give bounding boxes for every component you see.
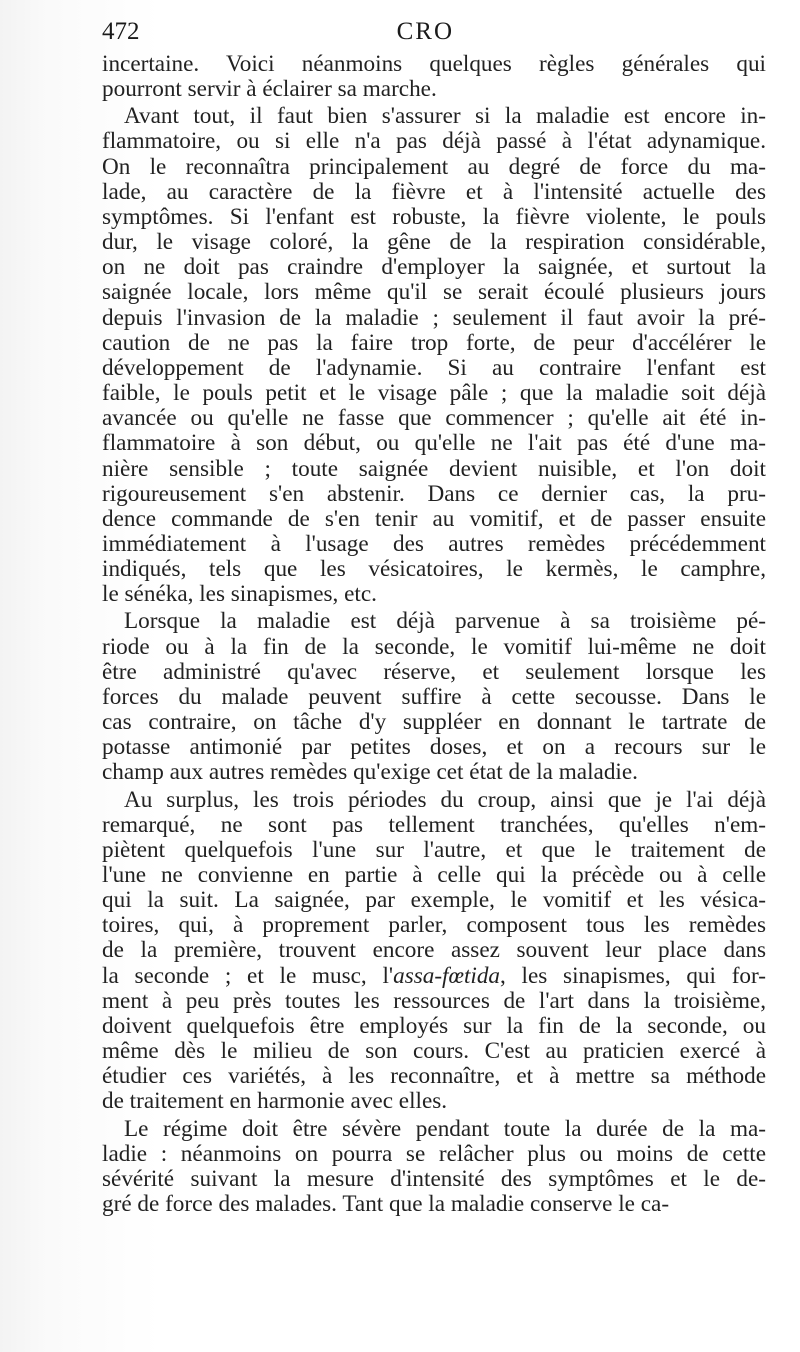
text-line: incertaine. Voici néanmoins quelques règles générales qui — [102, 52, 766, 77]
text-line: de la première, trouvent encore assez souvent leur place dans — [102, 938, 766, 964]
text-line: piètent quelquefois l'une sur l'autre, et que le traitement de — [102, 837, 766, 863]
text-line: dur, le visage coloré, la gêne de la respiration considérable, — [102, 230, 766, 256]
text-line: être administré qu'avec réserve, et seulement lorsque les — [102, 659, 766, 685]
text-line: même dès le milieu de son cours. C'est au praticien exercé à — [102, 1039, 766, 1065]
text-line: l'une ne convienne en partie à celle qui la précède ou à celle — [102, 863, 766, 888]
paragraph — [102, 52, 766, 102]
text-line: lade, au caractère de la fièvre et à l'intensité actuelle des — [102, 179, 766, 205]
text-line: cas contraire, on tâche d'y suppléer en donnant le tartrate de — [102, 710, 766, 736]
text-line: On le reconnaîtra principalement au degré de force du ma- — [102, 154, 766, 180]
text-line: pourront servir à éclairer sa marche. — [102, 77, 437, 103]
text-line: Lorsque la maladie est déjà parvenue à sa troisième pé- — [124, 609, 766, 635]
paragraph — [102, 104, 766, 607]
paragraph — [102, 788, 766, 1115]
text-line: gré de force des malades. Tant que la maladie conserve le ca- — [102, 1192, 670, 1218]
text-line: flammatoire, ou si elle n'a pas déjà passé à l'état adynamique. — [102, 129, 766, 155]
text-line: doivent quelquefois être employés sur la fin de la seconde, ou — [102, 1013, 766, 1039]
text-line: remarqué, ne sont pas tellement tranchées, qu'elles n'em- — [102, 812, 766, 838]
text-line: depuis l'invasion de la maladie ; seulement il faut avoir la pré- — [102, 305, 766, 331]
page-number: 472 — [102, 18, 140, 45]
text-line: qui la suit. La saignée, par exemple, le vomitif et les vésica- — [102, 888, 766, 914]
text-line: développement de l'adynamie. Si au contraire l'enfant est — [102, 355, 766, 381]
text-line: forces du malade peuvent suffire à cette secousse. Dans le — [102, 684, 766, 710]
text-line: symptômes. Si l'enfant est robuste, la fièvre violente, le pouls — [102, 204, 766, 230]
text-line: de traitement en harmonie avec elles. — [102, 1089, 448, 1115]
text-line: faible, le pouls petit et le visage pâle ; que la maladie soit déjà — [102, 381, 766, 407]
page-header — [102, 18, 766, 52]
text-line: toires, qui, à proprement parler, composent tous les remèdes — [102, 913, 766, 939]
text-line: nière sensible ; toute saignée devient nuisible, et l'on doit — [102, 456, 766, 482]
text-line: Le régime doit être sévère pendant toute la durée de la ma- — [124, 1116, 766, 1142]
text-line: rigoureusement s'en abstenir. Dans ce dernier cas, la pru- — [102, 481, 766, 507]
text-line: le sénéka, les sinapismes, etc. — [102, 582, 377, 608]
page-body — [102, 52, 766, 1217]
text-line: étudier ces variétés, à les reconnaître, et à mettre sa méthode — [102, 1064, 766, 1090]
text-line: Avant tout, il faut bien s'assurer si la maladie est encore in- — [124, 104, 766, 130]
text-line: champ aux autres remèdes qu'exige cet état de la maladie. — [102, 760, 638, 786]
text-line: riode ou à la fin de la seconde, le vomitif lui-même ne doit — [102, 634, 766, 660]
text-line: flammatoire à son début, ou qu'elle ne l'ait pas été d'une ma- — [102, 431, 766, 457]
text-line: sévérité suivant la mesure d'intensité des symptômes et le de- — [102, 1166, 766, 1192]
text-line: indiqués, tels que les vésicatoires, le kermès, le camphre, — [102, 557, 766, 583]
text-line: avancée ou qu'elle ne fasse que commencer ; qu'elle ait été in- — [102, 406, 766, 432]
text-line: immédiatement à l'usage des autres remèdes précédemment — [102, 531, 766, 557]
text-line: potasse antimonié par petites doses, et on a recours sur le — [102, 735, 766, 761]
text-line: caution de ne pas la faire trop forte, de peur d'accélérer le — [102, 330, 766, 356]
text-line: ladie : néanmoins on pourra se relâcher plus ou moins de cette — [102, 1141, 766, 1167]
text-line: on ne doit pas craindre d'employer la saignée, et surtout la — [102, 255, 766, 281]
paragraph — [102, 609, 766, 785]
text-line: saignée locale, lors même qu'il se serait écoulé plusieurs jours — [102, 280, 766, 306]
text-line: la seconde ; et le musc, l'assa-fœtida, les sinapismes, qui for- — [102, 963, 766, 989]
running-head: CRO — [396, 18, 454, 45]
text-line: dence commande de s'en tenir au vomitif, et de passer ensuite — [102, 506, 766, 532]
text-line: ment à peu près toutes les ressources de l'art dans la troisième, — [102, 988, 766, 1014]
text-line: Au surplus, les trois périodes du croup, ainsi que je l'ai déjà — [124, 787, 766, 813]
paragraph — [102, 1117, 766, 1218]
